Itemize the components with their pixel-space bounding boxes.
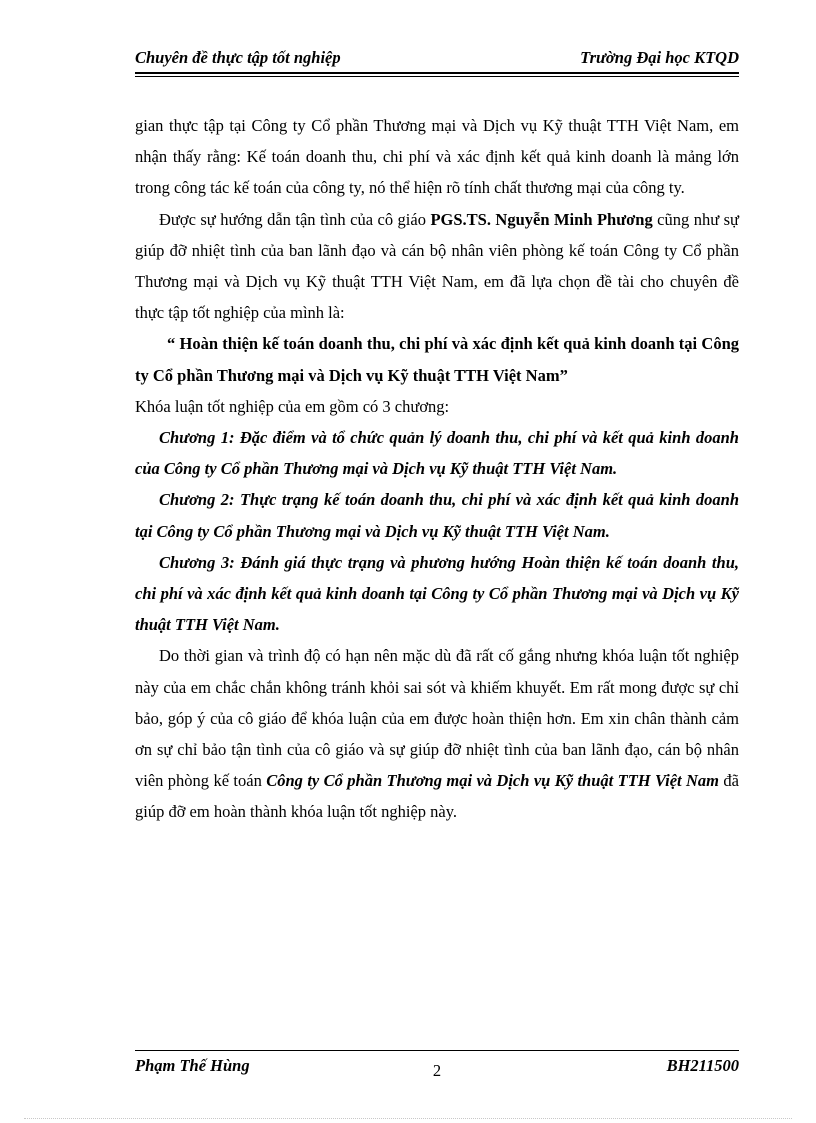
- chapter-1: Chương 1: Đặc điểm và tổ chức quản lý doanh thu, chi phí và kết quả kinh doanh của Công ty Cổ phần Thương mại và Dịch vụ Kỹ thuật TTH Việt Nam.: [135, 428, 739, 479]
- footer-student-code: BH211500: [666, 1056, 739, 1075]
- ack-text-after: đã giúp đỡ em hoàn thành khóa luận tốt nghiệp này.: [135, 771, 739, 822]
- paragraph-guidance: [135, 204, 739, 329]
- footer-page-number: 2: [432, 1061, 442, 1080]
- footer-rule: [135, 1050, 739, 1051]
- footer-author: Phạm Thế Hùng: [135, 1056, 250, 1075]
- page-footer: [135, 1056, 739, 1082]
- guidance-text-before: Được sự hướng dẫn tận tình của cô giáo: [159, 209, 431, 229]
- guidance-text-after: cũng như sự giúp đỡ nhiệt tình của ban lãnh đạo và cán bộ nhân viên phòng kế toán Công ty Cổ phần Thương mại và Dịch vụ Kỹ thuật TTH Việt Nam, em đã lựa chọn đề tài cho chuyên đề thực tập tốt nghiệp của mình là:: [135, 209, 739, 323]
- paragraph-internship: gian thực tập tại Công ty Cổ phần Thương mại và Dịch vụ Kỹ thuật TTH Việt Nam, em nhận thấy rằng: Kế toán doanh thu, chi phí và xác định kết quả kinh doanh là mảng lớn trong công tác kế toán của công ty, nó thể hiện rõ tính chất thương mại của công ty.: [135, 116, 739, 198]
- ack-text-before: Do thời gian và trình độ có hạn nên mặc dù đã rất cố gắng nhưng khóa luận tốt nghiệp này của em chắc chắn không tránh khỏi sai sót và khiếm khuyết. Em rất mong được sự chỉ bảo, góp ý của cô giáo để khóa luận của em được hoàn thiện hơn. Em xin chân thành cảm ơn sự chỉ bảo tận tình của cô giáo và sự giúp đỡ nhiệt tình của ban lãnh đạo, cán bộ nhân viên phòng kế toán: [135, 646, 739, 791]
- chapters-intro: Khóa luận tốt nghiệp của em gồm có 3 chương:: [135, 396, 450, 416]
- header-university: Trường Đại học KTQD: [580, 48, 739, 67]
- header-rule-thin: [135, 76, 739, 77]
- chapter-3: Chương 3: Đánh giá thực trạng và phương hướng Hoàn thiện kế toán doanh thu, chi phí và xác định kết quả kinh doanh tại Công ty Cổ phần Thương mại và Dịch vụ Kỹ thuật TTH Việt Nam.: [135, 552, 739, 635]
- supervisor-name: PGS.TS. Nguyễn Minh Phương: [430, 209, 653, 229]
- thesis-topic: “ Hoàn thiện kế toán doanh thu, chi phí và xác định kết quả kinh doanh tại Công ty Cổ phần Thương mại và Dịch vụ Kỹ thuật TTH Việt Nam”: [135, 334, 739, 385]
- paragraph-acknowledgement: [135, 640, 739, 827]
- header-rule-thick: [135, 72, 739, 74]
- page-header: [135, 46, 739, 72]
- chapter-2: Chương 2: Thực trạng kế toán doanh thu, chi phí và xác định kết quả kinh doanh tại Công ty Cổ phần Thương mại và Dịch vụ Kỹ thuật TTH Việt Nam.: [135, 490, 739, 541]
- document-body: [135, 110, 739, 828]
- page-bottom-border: [24, 1118, 792, 1119]
- header-report-title: Chuyên đề thực tập tốt nghiệp: [135, 48, 341, 67]
- ack-company-name: Công ty Cổ phần Thương mại và Dịch vụ Kỹ thuật TTH Việt Nam: [266, 771, 720, 791]
